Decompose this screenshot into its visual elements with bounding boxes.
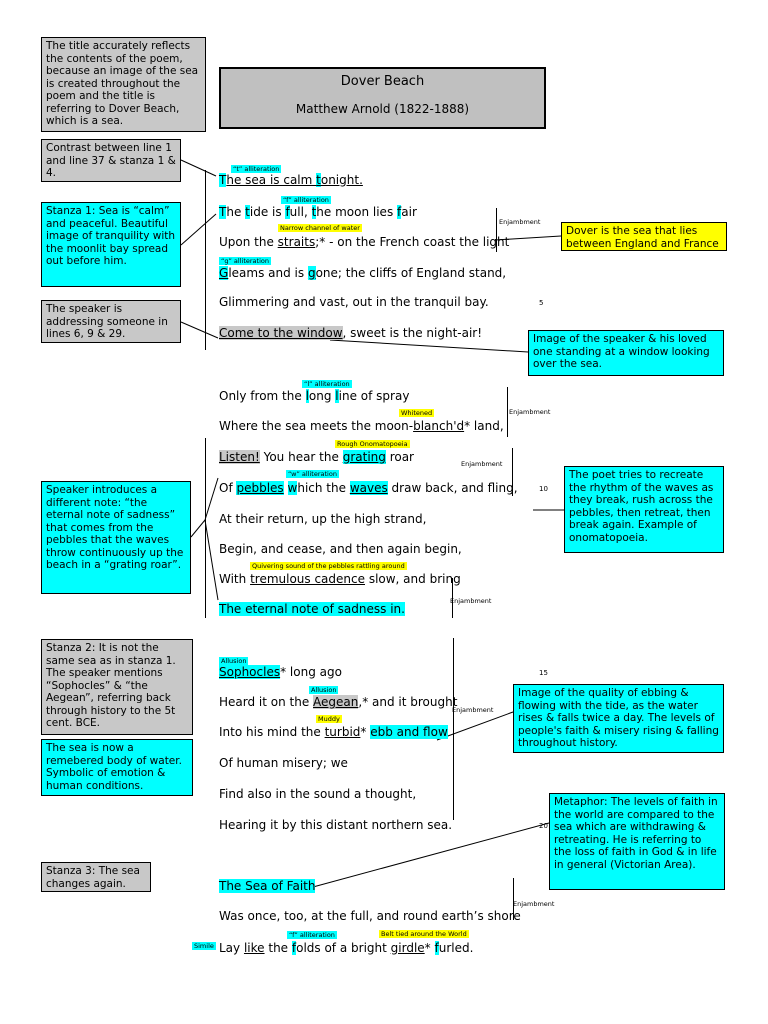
poem-line-17: Into his mind the turbid* ebb and flow: [219, 725, 448, 739]
enjambment-label-3: Enjambment: [461, 460, 503, 468]
tag-simile: Simile: [194, 942, 214, 950]
poem-line-20: Hearing it by this distant northern sea.: [219, 818, 453, 832]
note-speaker-addressing: The speaker is addressing someone in lines 6, 9 & 29.: [41, 300, 181, 343]
poem-line-3: Upon the straits;* - on the French coast the light: [219, 235, 510, 249]
poem-line-16: Heard it on the Aegean,* and it brought: [219, 695, 458, 709]
poem-line-10: Of pebbles which the waves draw back, and fling,: [219, 481, 518, 495]
tag-quivering-sound: Quivering sound of the pebbles rattling around: [252, 562, 405, 570]
enjambment-label-5: Enjambment: [452, 706, 494, 714]
note-window-image: Image of the speaker & his loved one standing at a window looking over the sea.: [528, 330, 724, 376]
poem-line-5: Glimmering and vast, out in the tranquil bay.: [219, 295, 489, 309]
poem-line-4: Gleams and is gone; the cliffs of England stand,: [219, 266, 507, 280]
poem-author: Matthew Arnold (1822-1888): [295, 102, 470, 116]
line-number-15: 15: [539, 669, 548, 677]
poem-line-2: The tide is full, the moon lies fair: [219, 205, 417, 219]
poem-line-18: Of human misery; we: [219, 756, 348, 770]
poem-line-14: The eternal note of sadness in.: [219, 602, 405, 616]
note-metaphor: Metaphor: The levels of faith in the world are compared to the sea which are withdrawing & retreating. He is referring to the loss of faith in God & in life in general (Victorian Area).: [549, 793, 725, 890]
tag-g-alliteration: “g” alliteration: [221, 257, 269, 265]
note-eternal-sadness: Speaker introduces a different note: “the eternal note of sadness” that comes from the pebbles that the waves throw continuously up the beach in a “grating roar”.: [41, 481, 191, 594]
poem-line-12: Begin, and cease, and then again begin,: [219, 542, 462, 556]
poem-line-11: At their return, up the high strand,: [219, 512, 427, 526]
poem-line-7: Only from the long line of spray: [219, 389, 410, 403]
tag-allusion-sophocles: Allusion: [221, 657, 247, 665]
enjambment-label-4: Enjambment: [450, 597, 492, 605]
line-number-10: 10: [539, 485, 548, 493]
poem-line-13: With tremulous cadence slow, and bring: [219, 572, 461, 586]
tag-f-alliteration: “f” alliteration: [283, 196, 329, 204]
tag-f-alliteration-2: “f” alliteration: [289, 931, 335, 939]
line-number-5: 5: [539, 299, 544, 307]
poem-line-8: Where the sea meets the moon-blanch'd* land,: [219, 419, 504, 433]
enjambment-label-1: Enjambment: [499, 218, 541, 226]
poem-line-1: The sea is calm tonight.: [219, 173, 363, 187]
line-number-20: 20: [539, 822, 548, 830]
tag-rough-onomatopoeia: Rough Onomatopoeia: [337, 440, 408, 448]
poem-line-15: Sophocles* long ago: [219, 665, 342, 679]
poem-line-22: Was once, too, at the full, and round earth’s shore: [219, 909, 521, 923]
note-wave-rhythm: The poet tries to recreate the rhythm of the waves as they break, rush across the pebbles, then retreat, then break again. Example of onomatopoeia.: [564, 466, 724, 553]
enjambment-label-2: Enjambment: [509, 408, 551, 416]
poem-line-21: The Sea of Faith: [219, 879, 316, 893]
tag-l-alliteration: “l” alliteration: [304, 380, 350, 388]
tag-narrow-channel: Narrow channel of water: [280, 224, 360, 232]
tag-whitened: Whitened: [401, 409, 433, 417]
tag-t-alliteration: “t” alliteration: [233, 165, 280, 173]
poem-line-9: Listen! You hear the grating roar: [219, 450, 414, 464]
note-contrast: Contrast between line 1 and line 37 & stanza 1 & 4.: [41, 139, 181, 182]
tag-muddy: Muddy: [318, 715, 340, 723]
note-remembered-sea: The sea is now a remebered body of water. Symbolic of emotion & human conditions.: [41, 739, 193, 796]
poem-line-6: Come to the window, sweet is the night-air!: [219, 326, 483, 340]
note-stanza-3: Stanza 3: The sea changes again.: [41, 862, 151, 892]
poem-title: Dover Beach: [340, 74, 425, 89]
note-stanza-1: Stanza 1: Sea is “calm” and peaceful. Beautiful image of tranquility with the moonlit bay spread out before him.: [41, 202, 181, 287]
tag-belt-around-world: Belt tied around the World: [381, 930, 467, 938]
poem-line-23: Lay like the folds of a bright girdle* furled.: [219, 941, 474, 955]
tag-allusion-aegean: Allusion: [311, 686, 337, 694]
note-stanza-2: Stanza 2: It is not the same sea as in stanza 1. The speaker mentions “Sophocles” & “the Aegean”, referring back through history to the 5t cent. BCE.: [41, 639, 193, 735]
note-dover-sea: Dover is the sea that lies between England and France: [561, 222, 727, 251]
note-title-meaning: The title accurately reflects the contents of the poem, because an image of the sea is created throughout the poem and the title is referring to Dover Beach, which is a sea.: [41, 37, 206, 132]
poem-line-19: Find also in the sound a thought,: [219, 787, 417, 801]
tag-w-alliteration: “w” alliteration: [288, 470, 337, 478]
enjambment-label-6: Enjambment: [513, 900, 555, 908]
note-ebb-flow: Image of the quality of ebbing & flowing with the tide, as the water rises & falls twice a day. The levels of people's faith & misery rising & falling throughout history.: [513, 684, 724, 753]
